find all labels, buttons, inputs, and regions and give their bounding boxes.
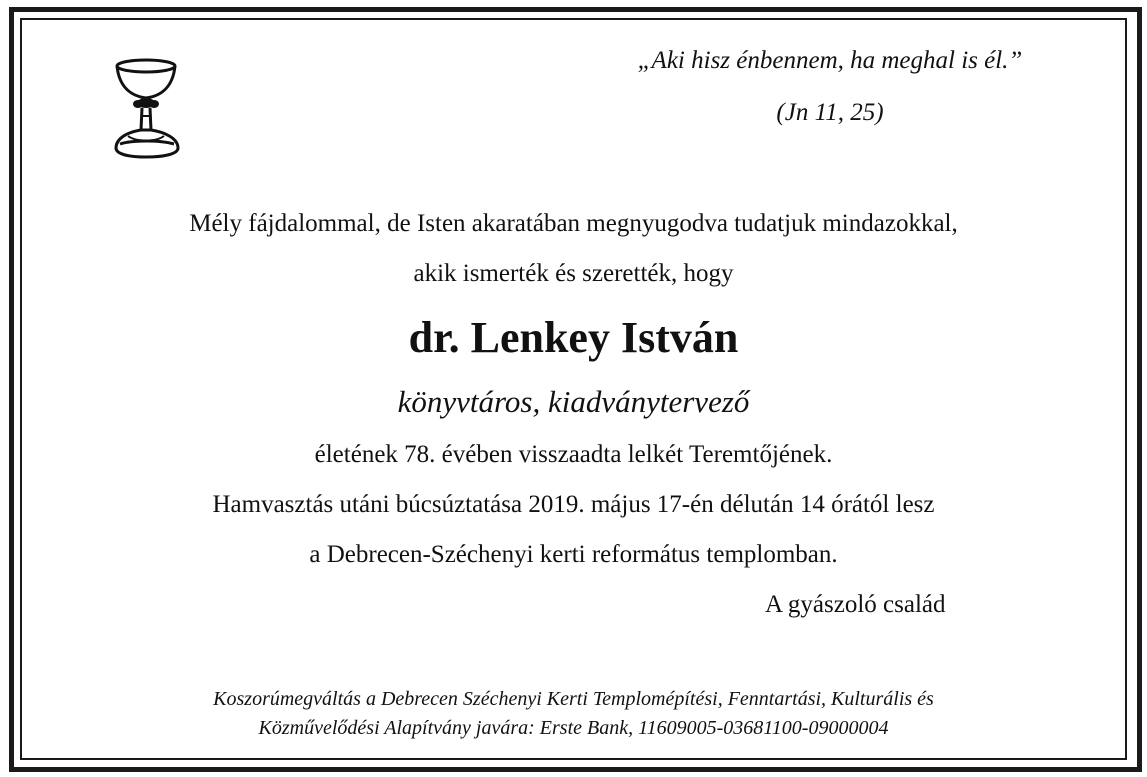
announcement-line-3: életének 78. évében visszaadta lelkét Teremtőjének. xyxy=(314,441,833,468)
chalice-icon xyxy=(108,56,188,162)
footer-line-2: Közművelődési Alapítvány javára: Erste Bank, 11609005-03681100-09000004 xyxy=(258,717,889,739)
announcement-line-1: Mély fájdalommal, de Isten akaratában megnyugodva tudatjuk mindazokkal, xyxy=(189,210,958,237)
deceased-name: dr. Lenkey István xyxy=(408,313,739,362)
bible-reference: (Jn 11, 25) xyxy=(776,99,884,126)
bible-quote: „Aki hisz énbennem, ha meghal is él.” xyxy=(637,47,1023,74)
deceased-profession: könyvtáros, kiadványtervező xyxy=(397,384,750,419)
signature: A gyászoló család xyxy=(765,591,946,618)
announcement-line-5: a Debrecen-Széchenyi kerti református templomban. xyxy=(309,541,838,568)
footer-line-1: Koszorúmegváltás a Debrecen Széchenyi Kerti Templomépítési, Fenntartási, Kulturális és xyxy=(213,688,934,710)
announcement-line-2: akik ismerték és szerették, hogy xyxy=(413,260,734,287)
announcement-line-4: Hamvasztás utáni búcsúztatása 2019. május 17-én délután 14 órától lesz xyxy=(212,491,935,518)
